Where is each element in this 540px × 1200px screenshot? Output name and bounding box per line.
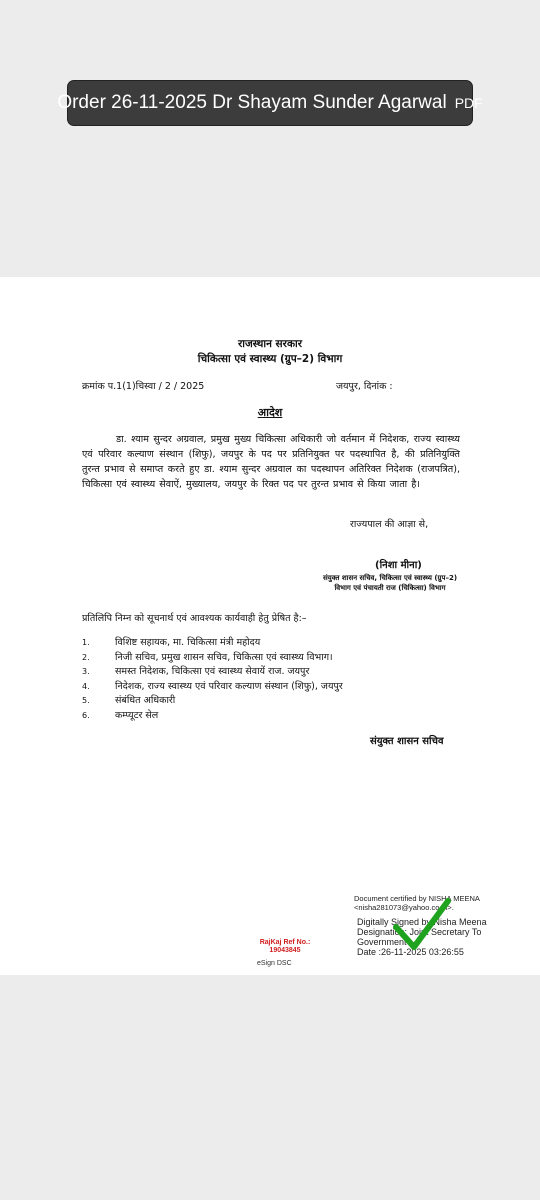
- order-number: क्रमांक प.1(1)चिस्वा / 2 / 2025: [82, 381, 205, 392]
- document-title: Order 26-11-2025 Dr Shayam Sunder Agarwal: [57, 92, 447, 113]
- signatory-designation: संयुक्त शासन सचिव, चिकित्सा एवं स्वास्थ्य (ग्रुप–2) विभाग एवं पंचायती राज (चिकित्सा) विभाग: [322, 574, 458, 592]
- list-item: 1. विशिष्ट सहायक, मा. चिकित्सा मंत्री महोदय: [82, 637, 261, 648]
- rajkaj-reference: RajKaj Ref No.: 19043845: [259, 939, 311, 954]
- signatory-name: (निशा मीना): [375, 560, 422, 571]
- list-item: 3. समस्त निदेशक, चिकित्सा एवं स्वास्थ्य सेवायें राज. जयपुर: [82, 666, 310, 677]
- digital-signature-block: Digitally Signed by Nisha Meena Designation: Joint Secretary To Government Date :26-11-2025 03:26:55: [357, 917, 487, 957]
- certifier-email: <nisha281073@yahoo.co.in>.: [354, 903, 454, 912]
- esign-label: eSign DSC: [257, 960, 292, 967]
- department-heading: चिकित्सा एवं स्वास्थ्य (ग्रुप–2) विभाग: [197, 353, 343, 365]
- list-item: 5. संबंधित अधिकारी: [82, 695, 176, 706]
- list-item: 6. कम्प्यूटर सेल: [82, 709, 159, 721]
- list-item: 4. निदेशक, राज्य स्वास्थ्य एवं परिवार कल्याण संस्थान (शिफु), जयपुर: [82, 680, 343, 692]
- file-type-label: PDF: [454, 95, 483, 111]
- list-item: 2. निजी सचिव, प्रमुख शासन सचिव, चिकित्सा एवं स्वास्थ्य विभाग।: [82, 651, 333, 663]
- document-title-bar[interactable]: [57, 80, 483, 126]
- certified-by: Document certified by NISHA MEENA: [354, 894, 480, 903]
- govt-heading: राजस्थान सरकार: [237, 338, 303, 350]
- copy-note: प्रतिलिपि निम्न को सूचनार्थ एवं आवश्यक कार्यवाही हेतु प्रेषित है:–: [82, 613, 307, 624]
- place-date: जयपुर, दिनांक :: [336, 381, 393, 392]
- copy-list: [82, 636, 343, 723]
- viewer-bottom-area: [0, 975, 540, 1200]
- order-body: डा. श्याम सुन्दर अग्रवाल, प्रमुख मुख्य चिकित्सा अधिकारी जो वर्तमान में निदेशक, राज्य स्वास्थ्य एवं परिवार कल्याण संस्थान (शिफु), जयपुर के पद पर प्रतिनियुक्त पर पदस्थापित है, की प्रतिनियुक्ति तुरन्त प्रभाव से समाप्त करते हुए डा. श्याम सुन्दर अग्रवाल का पदस्थापन अतिरिक्त निदेशक (राजपत्रित), चिकित्सा एवं स्वास्थ्य सेवाऐं, मुख्यालय, जयपुर के रिक्त पद पर तुरन्त प्रभाव से किया जाता है।: [82, 434, 460, 490]
- order-heading: आदेश: [257, 406, 283, 419]
- signatory-footer: संयुक्त शासन सचिव: [370, 736, 444, 747]
- viewer-top-area: [0, 0, 540, 277]
- verified-check-icon: [392, 897, 452, 953]
- document-page: [0, 277, 540, 975]
- authority-line: राज्यपाल की आज्ञा से,: [350, 519, 429, 530]
